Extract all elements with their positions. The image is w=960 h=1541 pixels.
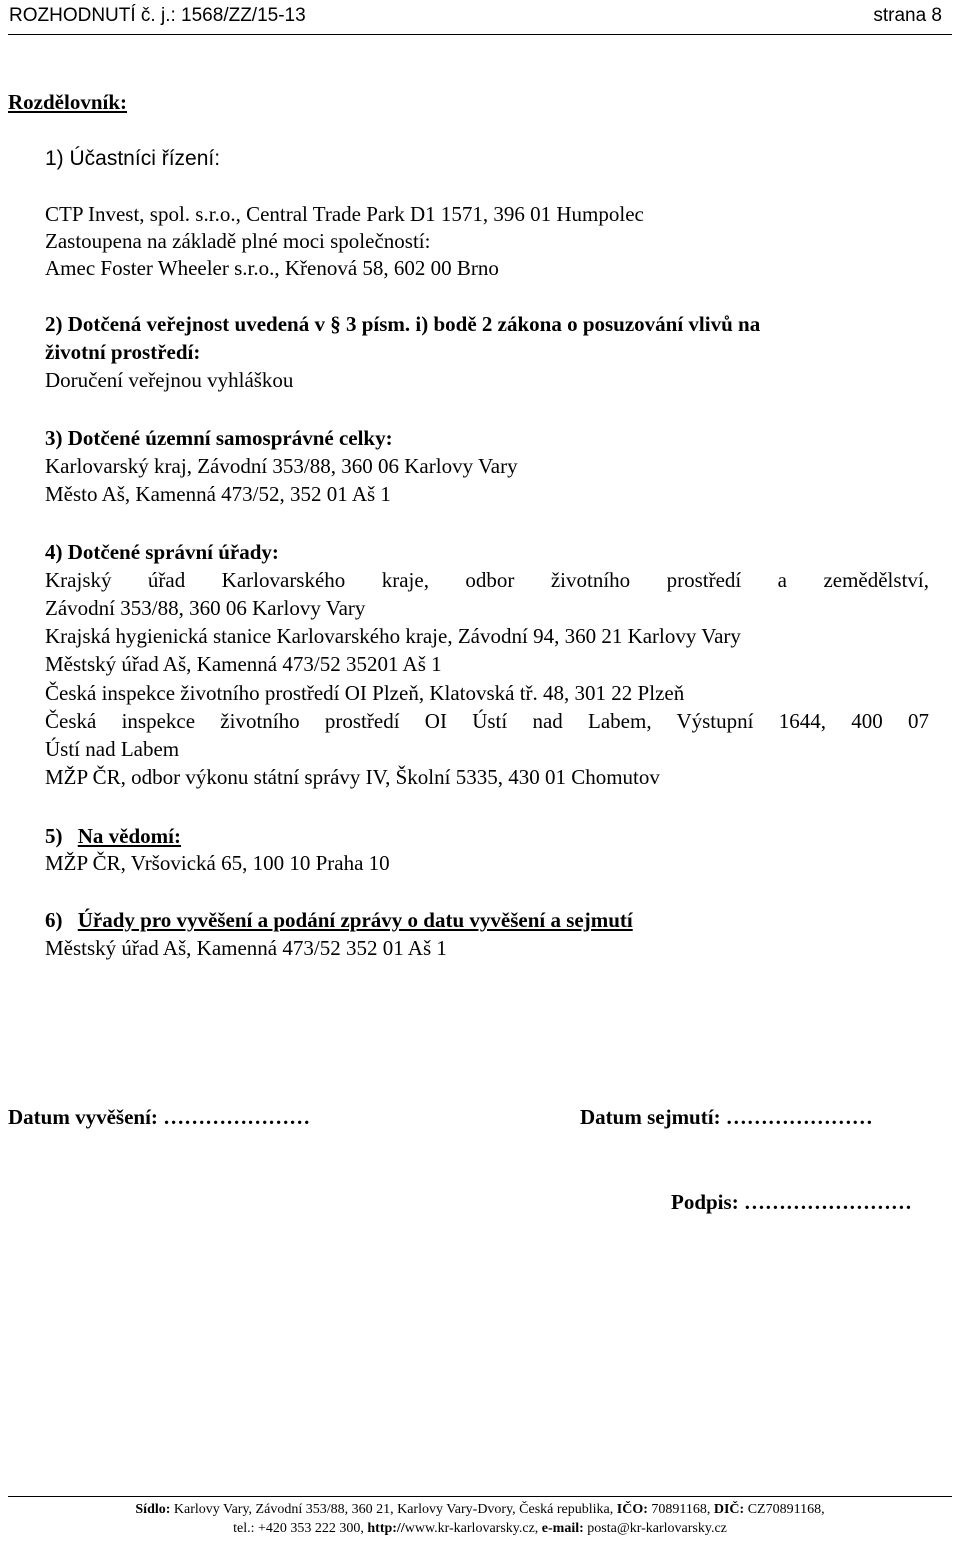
- document-reference: ROZHODNUTÍ č. j.: 1568/ZZ/15-13: [9, 5, 306, 26]
- footer-phone: tel.: +420 353 222 300,: [233, 1521, 368, 1536]
- footer-text: Karlovy Vary, Závodní 353/88, 360 21, Karlovy Vary-Dvory, Česká republika,: [170, 1502, 617, 1517]
- posting-date-field: Datum vyvěšení: …………………: [8, 1105, 311, 1129]
- section4-line: Krajská hygienická stanice Karlovarského kraje, Závodní 94, 360 21 Karlovy Vary: [45, 624, 741, 648]
- section6-number: 6): [45, 908, 63, 932]
- section4-title: 4) Dotčené správní úřady:: [45, 540, 279, 564]
- footer-label: DIČ:: [713, 1502, 745, 1517]
- section3-line: Karlovarský kraj, Závodní 353/88, 360 06 Karlovy Vary: [45, 454, 518, 478]
- section4-line: Krajský úřad Karlovarského kraje, odbor životního prostředí a zemědělství,: [45, 568, 929, 592]
- section4-line: Městský úřad Aš, Kamenná 473/52 35201 Aš 1: [45, 652, 442, 676]
- footer-divider: [8, 1496, 952, 1497]
- section2-title: 2) Dotčená veřejnost uvedená v § 3 písm. i) bodě 2 zákona o posuzování vlivů na: [45, 312, 761, 336]
- footer-label: e-mail:: [541, 1521, 584, 1536]
- distribution-title: Rozdělovník:: [8, 90, 128, 114]
- section1-line: CTP Invest, spol. s.r.o., Central Trade Park D1 1571, 396 01 Humpolec: [45, 202, 644, 226]
- footer-text: 70891168,: [647, 1502, 714, 1517]
- section3-line: Město Aš, Kamenná 473/52, 352 01 Aš 1: [45, 482, 391, 506]
- section1-line: Zastoupena na základě plné moci společností:: [45, 229, 431, 253]
- signature-field: Podpis: ……………………: [671, 1190, 912, 1214]
- page-number: strana 8: [873, 5, 942, 26]
- header-divider: [8, 34, 952, 35]
- section1-line: Amec Foster Wheeler s.r.o., Křenová 58, 602 00 Brno: [45, 256, 499, 280]
- section4-line: MŽP ČR, odbor výkonu státní správy IV, Školní 5335, 430 01 Chomutov: [45, 765, 660, 789]
- section6-title-text: Úřady pro vyvěšení a podání zprávy o datu vyvěšení a sejmutí: [77, 908, 633, 932]
- section2-title-cont: životní prostředí:: [45, 340, 201, 364]
- section4-line: Česká inspekce životního prostředí OI Plzeň, Klatovská tř. 48, 301 22 Plzeň: [45, 681, 685, 705]
- section5-line: MŽP ČR, Vršovická 65, 100 10 Praha 10: [45, 851, 390, 875]
- removal-date-field: Datum sejmutí: …………………: [580, 1105, 873, 1129]
- section5-title-text: Na vědomí:: [77, 824, 181, 848]
- section2-line: Doručení veřejnou vyhláškou: [45, 368, 294, 392]
- footer-label: Sídlo:: [135, 1502, 171, 1517]
- section4-line: Ústí nad Labem: [45, 737, 180, 761]
- section3-title: 3) Dotčené územní samosprávné celky:: [45, 426, 393, 450]
- footer-address: [0, 1502, 960, 1518]
- footer-contact: [0, 1521, 960, 1537]
- section5-number: 5): [45, 824, 63, 848]
- section4-line: Česká inspekce životního prostředí OI Ústí nad Labem, Výstupní 1644, 400 07: [45, 709, 929, 733]
- footer-website-link[interactable]: www.kr-karlovarsky.cz,: [404, 1521, 542, 1536]
- footer-label: IČO:: [616, 1502, 648, 1517]
- section6-line: Městský úřad Aš, Kamenná 473/52 352 01 Aš 1: [45, 936, 447, 960]
- section1-title: 1) Účastníci řízení:: [45, 147, 221, 170]
- footer-text: CZ70891168,: [744, 1502, 825, 1517]
- section6-title: [45, 908, 633, 933]
- section4-line: Závodní 353/88, 360 06 Karlovy Vary: [45, 596, 366, 620]
- section5-title: [45, 824, 181, 849]
- footer-label: http://: [367, 1521, 405, 1536]
- footer-email-link[interactable]: posta@kr-karlovarsky.cz: [583, 1521, 727, 1536]
